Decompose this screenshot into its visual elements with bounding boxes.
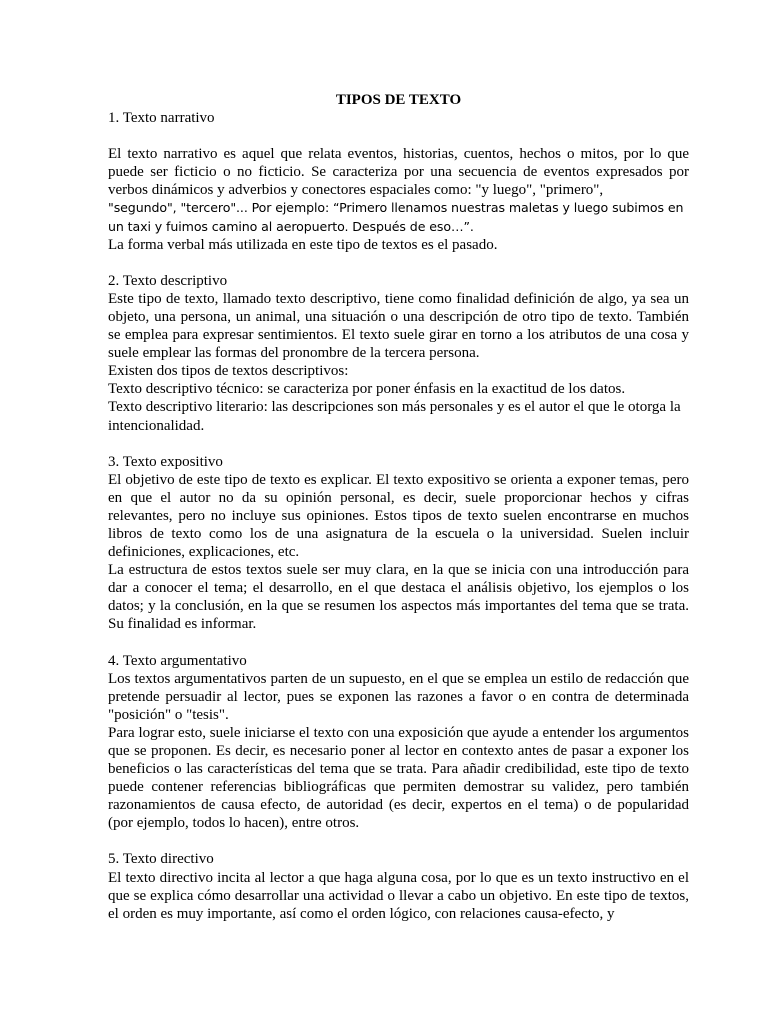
section-heading-argumentativo: 4. Texto argumentativo (108, 652, 247, 669)
paragraph-descriptivo-1: Este tipo de texto, llamado texto descriptivo, tiene como finalidad definición de algo, ya sea un objeto, una persona, un animal, una situación o una descripción de otro tipo de texto. También se emplea para expresar sentimientos. El texto suele girar en torno a los atributos de una cosa y suele emplear las formas del pronombre de la tercera persona. (108, 290, 689, 362)
spacer (108, 254, 689, 272)
paragraph-argumentativo-2: Para lograr esto, suele iniciarse el texto con una exposición que ayude a entender los argumentos que se proponen. Es decir, es necesario poner al lector en contexto antes de pasar a exponer los beneficios o las características del tema que se trata. Para añadir credibilidad, este tipo de texto puede contener referencias bibliográficas que permiten demostrar su validez, pero también razonamientos de causa efecto, de autoridad (es decir, expertos en el tema) o de popularidad (por ejemplo, todos lo hacen), entre otros. (108, 724, 689, 832)
paragraph-descriptivo-2: Existen dos tipos de textos descriptivos: (108, 363, 349, 380)
document-title: TIPOS DE TEXTO (335, 92, 462, 108)
section-heading-directivo: 5. Texto directivo (108, 851, 214, 868)
spacer (108, 832, 689, 850)
paragraph-narrativo-2: La forma verbal más utilizada en este tipo de textos es el pasado. (108, 236, 498, 253)
paragraph-argumentativo-1: Los textos argumentativos parten de un supuesto, en el que se emplea un estilo de redacción que pretende persuadir al lector, pues se exponen las razones a favor o en contra de determinada "posición" o "tesis". (108, 670, 689, 723)
section-heading-expositivo: 3. Texto expositivo (108, 453, 223, 470)
section-heading-descriptivo: 2. Texto descriptivo (108, 272, 228, 289)
paragraph-directivo-1: El texto directivo incita al lector a que haga alguna cosa, por lo que es un texto instructivo en el que se explica cómo desarrollar una actividad o llevar a cabo un objetivo. En este tipo de textos, el orden es muy importante, así como el orden lógico, con relaciones causa-efecto, y (108, 869, 689, 922)
spacer (108, 435, 689, 453)
section-heading-narrativo: 1. Texto narrativo (108, 110, 215, 127)
paragraph-narrativo-1b: "segundo", "tercero"... Por ejemplo: “Primero llenamos nuestras maletas y luego subimos en un taxi y fuimos camino al aeropuerto. Después de eso…”. (108, 200, 684, 234)
paragraph-narrativo-1a: El texto narrativo es aquel que relata eventos, historias, cuentos, hechos o mitos, por lo que puede ser ficticio o no ficticio. Se caracteriza por una secuencia de eventos expresados por verbos dinámicos y adverbios y conectores espaciales como: "y luego", "primero", (108, 146, 689, 199)
paragraph-descriptivo-3: Texto descriptivo técnico: se caracteriza por poner énfasis en la exactitud de los datos. (108, 381, 626, 398)
paragraph-expositivo-1: El objetivo de este tipo de texto es explicar. El texto expositivo se orienta a exponer temas, pero en que el autor no da su opinión personal, es decir, suele proporcionar hechos y cifras relevantes, pero no incluye sus opiniones. Estos tipos de texto suelen encontrarse en muchos libros de texto como los de una asignatura de la escuela o la universidad. Suelen incluir definiciones, explicaciones, etc. (108, 471, 689, 561)
document-page (108, 91, 689, 923)
spacer (108, 634, 689, 652)
paragraph-expositivo-2: La estructura de estos textos suele ser muy clara, en la que se inicia con una introducción para dar a conocer el tema; el desarrollo, en el que destaca el análisis objetivo, los ejemplos o los datos; y la conclusión, en la que se resumen los aspectos más importantes del tema que se trata. Su finalidad es informar. (108, 562, 689, 633)
paragraph-descriptivo-4: Texto descriptivo literario: las descripciones son más personales y es el autor el que le otorga la intencionalidad. (108, 399, 681, 434)
spacer (108, 127, 689, 145)
